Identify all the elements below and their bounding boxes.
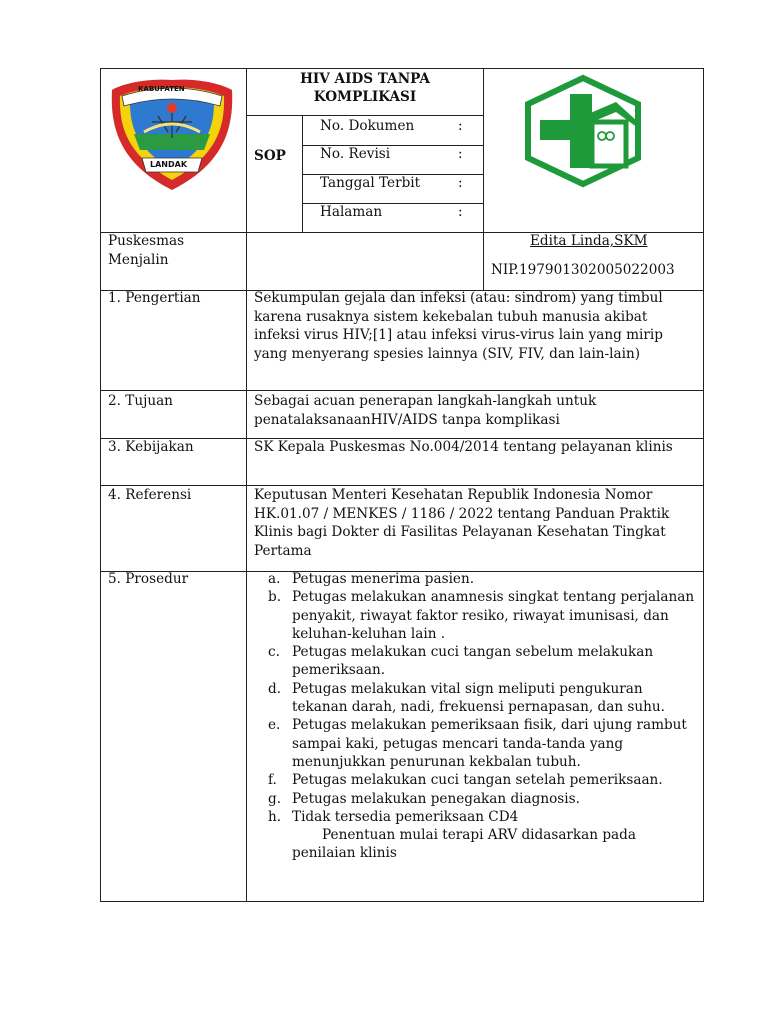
list-marker: d. <box>268 680 282 697</box>
list-item <box>252 716 698 771</box>
list-marker: c. <box>268 644 280 661</box>
procedure-list <box>252 570 698 863</box>
list-marker: g. <box>268 790 282 807</box>
sop-label: SOP <box>254 148 286 164</box>
meta-separator: : <box>458 175 463 191</box>
procedure-subtext: Penentuan mulai terapi ARV didasarkan pada penilaian klinis <box>292 827 636 862</box>
list-item <box>252 771 698 789</box>
puskesmas-logo-icon <box>518 72 648 190</box>
list-item <box>252 588 698 643</box>
list-item-text: Petugas melakukan anamnesis singkat tentang perjalanan penyakit, riwayat faktor resiko, riwayat imunisasi, dan keluhan-keluhan lain . <box>292 589 695 642</box>
procedure-subtext-item <box>252 826 698 863</box>
list-item-text: Petugas menerima pasien. <box>292 571 475 587</box>
sop-document <box>100 68 704 902</box>
meta-label-halaman: Halaman <box>320 204 383 220</box>
emblem-banner-top: KABUPATEN <box>138 85 185 93</box>
meta-label-no-revisi: No. Revisi <box>320 146 391 162</box>
meta-label-tanggal-terbit: Tanggal Terbit <box>320 175 421 191</box>
list-item <box>252 643 698 680</box>
list-item <box>252 790 698 808</box>
list-item-text: Petugas melakukan pemeriksaan fisik, dari ujung rambut sampai kaki, petugas mencari tanda-tanda yang menunjukkan penurunan kekbalan tubuh. <box>292 717 687 770</box>
section-label-prosedur: 5. Prosedur <box>108 571 189 587</box>
list-item-text: Petugas melakukan vital sign meliputi pengukuran tekanan darah, nadi, frekuensi pernapasan, dan suhu. <box>292 680 665 716</box>
section-text-kebijakan: SK Kepala Puskesmas No.004/2014 tentang pelayanan klinis <box>254 439 673 455</box>
meta-separator: : <box>458 146 463 162</box>
list-item-text: Tidak tersedia pemeriksaan CD4 <box>292 808 519 825</box>
document-title: HIV AIDS TANPA KOMPLIKASI <box>300 71 430 105</box>
section-label-tujuan: 2. Tujuan <box>108 393 173 409</box>
list-item-text: Petugas melakukan penegakan diagnosis. <box>292 790 580 807</box>
list-marker: h. <box>268 808 282 825</box>
meta-separator: : <box>458 204 463 220</box>
list-item <box>252 808 698 826</box>
meta-separator: : <box>458 118 463 134</box>
list-marker: e. <box>268 717 281 734</box>
meta-label-no-dokumen: No. Dokumen <box>320 118 415 134</box>
list-item-text: Petugas melakukan cuci tangan setelah pemeriksaan. <box>292 772 663 789</box>
list-marker: f. <box>268 772 277 789</box>
section-label-pengertian: 1. Pengertian <box>108 290 201 306</box>
list-item <box>252 570 698 588</box>
section-text-pengertian: Sekumpulan gejala dan infeksi (atau: sindrom) yang timbul karena rusaknya sistem kekebalan tubuh manusia akibat infeksi virus HIV;[1] atau infeksi virus-virus lain yang mirip yang menyerang spesies lainnya (SIV, FIV, dan lain-lain) <box>254 290 663 362</box>
signer-nip: NIP.197901302005022003 <box>491 262 675 278</box>
section-label-referensi: 4. Referensi <box>108 487 192 503</box>
list-marker: a. <box>268 571 281 587</box>
section-text-referensi: Keputusan Menteri Kesehatan Republik Indonesia Nomor HK.01.07 / MENKES / 1186 / 2022 tentang Panduan Praktik Klinis bagi Dokter di Fasilitas Pelayanan Kesehatan Tingkat Pertama <box>254 487 670 559</box>
list-item-text: Petugas melakukan cuci tangan sebelum melakukan pemeriksaan. <box>292 644 654 679</box>
signer-name: Edita Linda,SKM <box>530 233 648 249</box>
list-marker: b. <box>268 589 282 606</box>
section-text-tujuan: Sebagai acuan penerapan langkah-langkah untuk penatalaksanaanHIV/AIDS tanpa komplikasi <box>254 393 597 428</box>
emblem-banner-bottom: LANDAK <box>150 160 188 169</box>
list-item <box>252 680 698 717</box>
section-label-kebijakan: 3. Kebijakan <box>108 439 194 455</box>
institution-name: Puskesmas Menjalin <box>108 233 185 268</box>
